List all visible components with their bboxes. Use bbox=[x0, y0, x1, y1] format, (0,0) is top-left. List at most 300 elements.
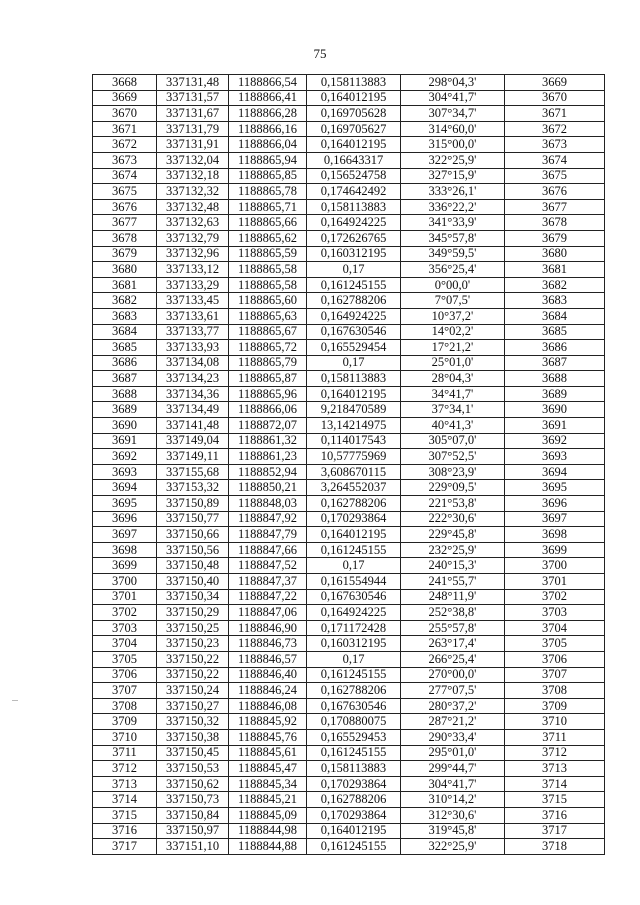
y-coordinate-cell: 1188845,09 bbox=[229, 807, 307, 823]
table-row bbox=[93, 449, 605, 465]
y-coordinate-cell: 1188847,37 bbox=[229, 574, 307, 590]
y-coordinate-cell: 1188865,71 bbox=[229, 199, 307, 215]
x-coordinate-cell: 337150,22 bbox=[157, 651, 229, 667]
y-coordinate-cell: 1188865,62 bbox=[229, 230, 307, 246]
x-coordinate-cell: 337131,48 bbox=[157, 75, 229, 91]
direction-angle-cell: 229°45,8' bbox=[401, 527, 505, 543]
x-coordinate-cell: 337150,38 bbox=[157, 729, 229, 745]
x-coordinate-cell: 337151,10 bbox=[157, 839, 229, 855]
next-point-number-cell: 3679 bbox=[505, 230, 605, 246]
x-coordinate-cell: 337133,61 bbox=[157, 308, 229, 324]
point-number-cell: 3684 bbox=[93, 324, 157, 340]
direction-angle-cell: 341°33,9' bbox=[401, 215, 505, 231]
point-number-cell: 3693 bbox=[93, 464, 157, 480]
distance-cell: 0,156524758 bbox=[307, 168, 401, 184]
y-coordinate-cell: 1188866,41 bbox=[229, 90, 307, 106]
direction-angle-cell: 349°59,5' bbox=[401, 246, 505, 262]
table-row bbox=[93, 620, 605, 636]
table-row bbox=[93, 106, 605, 122]
next-point-number-cell: 3683 bbox=[505, 293, 605, 309]
x-coordinate-cell: 337150,40 bbox=[157, 574, 229, 590]
next-point-number-cell: 3690 bbox=[505, 402, 605, 418]
x-coordinate-cell: 337149,11 bbox=[157, 449, 229, 465]
direction-angle-cell: 298°04,3' bbox=[401, 75, 505, 91]
x-coordinate-cell: 337150,62 bbox=[157, 776, 229, 792]
direction-angle-cell: 7°07,5' bbox=[401, 293, 505, 309]
distance-cell: 0,162788206 bbox=[307, 293, 401, 309]
point-number-cell: 3679 bbox=[93, 246, 157, 262]
next-point-number-cell: 3714 bbox=[505, 776, 605, 792]
point-number-cell: 3705 bbox=[93, 651, 157, 667]
next-point-number-cell: 3672 bbox=[505, 121, 605, 137]
point-number-cell: 3717 bbox=[93, 839, 157, 855]
direction-angle-cell: 280°37,2' bbox=[401, 698, 505, 714]
table-row bbox=[93, 246, 605, 262]
y-coordinate-cell: 1188852,94 bbox=[229, 464, 307, 480]
distance-cell: 0,169705628 bbox=[307, 106, 401, 122]
direction-angle-cell: 14°02,2' bbox=[401, 324, 505, 340]
next-point-number-cell: 3698 bbox=[505, 527, 605, 543]
table-row bbox=[93, 667, 605, 683]
table-row bbox=[93, 714, 605, 730]
table-row bbox=[93, 729, 605, 745]
direction-angle-cell: 356°25,4' bbox=[401, 262, 505, 278]
next-point-number-cell: 3705 bbox=[505, 636, 605, 652]
distance-cell: 0,160312195 bbox=[307, 636, 401, 652]
point-number-cell: 3681 bbox=[93, 277, 157, 293]
direction-angle-cell: 315°00,0' bbox=[401, 137, 505, 153]
direction-angle-cell: 277°07,5' bbox=[401, 683, 505, 699]
table-row bbox=[93, 418, 605, 434]
x-coordinate-cell: 337150,29 bbox=[157, 605, 229, 621]
y-coordinate-cell: 1188845,76 bbox=[229, 729, 307, 745]
coordinates-table bbox=[92, 74, 605, 855]
table-row bbox=[93, 683, 605, 699]
table-row bbox=[93, 355, 605, 371]
distance-cell: 0,167630546 bbox=[307, 324, 401, 340]
table-row bbox=[93, 308, 605, 324]
distance-cell: 0,161245155 bbox=[307, 839, 401, 855]
page-number: 75 bbox=[313, 46, 327, 61]
distance-cell: 0,164012195 bbox=[307, 90, 401, 106]
direction-angle-cell: 34°41,7' bbox=[401, 386, 505, 402]
distance-cell: 0,162788206 bbox=[307, 792, 401, 808]
next-point-number-cell: 3688 bbox=[505, 371, 605, 387]
direction-angle-cell: 307°34,7' bbox=[401, 106, 505, 122]
table-row bbox=[93, 542, 605, 558]
next-point-number-cell: 3678 bbox=[505, 215, 605, 231]
table-row bbox=[93, 168, 605, 184]
distance-cell: 10,57775969 bbox=[307, 449, 401, 465]
point-number-cell: 3669 bbox=[93, 90, 157, 106]
next-point-number-cell: 3701 bbox=[505, 574, 605, 590]
table-row bbox=[93, 402, 605, 418]
table-row bbox=[93, 340, 605, 356]
x-coordinate-cell: 337150,34 bbox=[157, 589, 229, 605]
distance-cell: 0,16643317 bbox=[307, 152, 401, 168]
direction-angle-cell: 308°23,9' bbox=[401, 464, 505, 480]
y-coordinate-cell: 1188846,40 bbox=[229, 667, 307, 683]
table-row bbox=[93, 199, 605, 215]
point-number-cell: 3680 bbox=[93, 262, 157, 278]
next-point-number-cell: 3671 bbox=[505, 106, 605, 122]
table-row bbox=[93, 558, 605, 574]
distance-cell: 0,158113883 bbox=[307, 371, 401, 387]
table-row bbox=[93, 371, 605, 387]
distance-cell: 0,161245155 bbox=[307, 542, 401, 558]
distance-cell: 3,264552037 bbox=[307, 480, 401, 496]
x-coordinate-cell: 337133,12 bbox=[157, 262, 229, 278]
direction-angle-cell: 336°22,2' bbox=[401, 199, 505, 215]
y-coordinate-cell: 1188844,98 bbox=[229, 823, 307, 839]
direction-angle-cell: 312°30,6' bbox=[401, 807, 505, 823]
scan-margin-mark bbox=[12, 700, 18, 702]
table-row bbox=[93, 480, 605, 496]
direction-angle-cell: 229°09,5' bbox=[401, 480, 505, 496]
x-coordinate-cell: 337141,48 bbox=[157, 418, 229, 434]
y-coordinate-cell: 1188865,87 bbox=[229, 371, 307, 387]
coordinates-table-body bbox=[93, 75, 605, 855]
x-coordinate-cell: 337133,45 bbox=[157, 293, 229, 309]
distance-cell: 0,169705627 bbox=[307, 121, 401, 137]
distance-cell: 0,161554944 bbox=[307, 574, 401, 590]
next-point-number-cell: 3699 bbox=[505, 542, 605, 558]
table-row bbox=[93, 75, 605, 91]
table-row bbox=[93, 324, 605, 340]
table-row bbox=[93, 527, 605, 543]
x-coordinate-cell: 337155,68 bbox=[157, 464, 229, 480]
direction-angle-cell: 314°60,0' bbox=[401, 121, 505, 137]
y-coordinate-cell: 1188850,21 bbox=[229, 480, 307, 496]
table-row bbox=[93, 386, 605, 402]
next-point-number-cell: 3694 bbox=[505, 464, 605, 480]
table-row bbox=[93, 277, 605, 293]
next-point-number-cell: 3673 bbox=[505, 137, 605, 153]
point-number-cell: 3706 bbox=[93, 667, 157, 683]
table-row bbox=[93, 839, 605, 855]
y-coordinate-cell: 1188847,22 bbox=[229, 589, 307, 605]
point-number-cell: 3675 bbox=[93, 184, 157, 200]
point-number-cell: 3672 bbox=[93, 137, 157, 153]
x-coordinate-cell: 337132,96 bbox=[157, 246, 229, 262]
x-coordinate-cell: 337133,93 bbox=[157, 340, 229, 356]
next-point-number-cell: 3703 bbox=[505, 605, 605, 621]
next-point-number-cell: 3710 bbox=[505, 714, 605, 730]
y-coordinate-cell: 1188872,07 bbox=[229, 418, 307, 434]
y-coordinate-cell: 1188865,58 bbox=[229, 262, 307, 278]
y-coordinate-cell: 1188845,47 bbox=[229, 761, 307, 777]
next-point-number-cell: 3686 bbox=[505, 340, 605, 356]
table-row bbox=[93, 293, 605, 309]
x-coordinate-cell: 337131,67 bbox=[157, 106, 229, 122]
point-number-cell: 3677 bbox=[93, 215, 157, 231]
next-point-number-cell: 3696 bbox=[505, 496, 605, 512]
y-coordinate-cell: 1188848,03 bbox=[229, 496, 307, 512]
next-point-number-cell: 3682 bbox=[505, 277, 605, 293]
distance-cell: 0,160312195 bbox=[307, 246, 401, 262]
table-row bbox=[93, 184, 605, 200]
point-number-cell: 3692 bbox=[93, 449, 157, 465]
direction-angle-cell: 0°00,0' bbox=[401, 277, 505, 293]
direction-angle-cell: 287°21,2' bbox=[401, 714, 505, 730]
next-point-number-cell: 3709 bbox=[505, 698, 605, 714]
direction-angle-cell: 255°57,8' bbox=[401, 620, 505, 636]
point-number-cell: 3668 bbox=[93, 75, 157, 91]
point-number-cell: 3716 bbox=[93, 823, 157, 839]
next-point-number-cell: 3684 bbox=[505, 308, 605, 324]
direction-angle-cell: 241°55,7' bbox=[401, 574, 505, 590]
y-coordinate-cell: 1188847,52 bbox=[229, 558, 307, 574]
x-coordinate-cell: 337133,77 bbox=[157, 324, 229, 340]
y-coordinate-cell: 1188861,32 bbox=[229, 433, 307, 449]
direction-angle-cell: 240°15,3' bbox=[401, 558, 505, 574]
y-coordinate-cell: 1188866,16 bbox=[229, 121, 307, 137]
table-row bbox=[93, 121, 605, 137]
distance-cell: 0,17 bbox=[307, 558, 401, 574]
x-coordinate-cell: 337150,25 bbox=[157, 620, 229, 636]
distance-cell: 9,218470589 bbox=[307, 402, 401, 418]
y-coordinate-cell: 1188865,94 bbox=[229, 152, 307, 168]
y-coordinate-cell: 1188845,92 bbox=[229, 714, 307, 730]
point-number-cell: 3703 bbox=[93, 620, 157, 636]
y-coordinate-cell: 1188845,34 bbox=[229, 776, 307, 792]
direction-angle-cell: 310°14,2' bbox=[401, 792, 505, 808]
table-row bbox=[93, 230, 605, 246]
direction-angle-cell: 333°26,1' bbox=[401, 184, 505, 200]
direction-angle-cell: 222°30,6' bbox=[401, 511, 505, 527]
table-row bbox=[93, 792, 605, 808]
direction-angle-cell: 25°01,0' bbox=[401, 355, 505, 371]
table-row bbox=[93, 605, 605, 621]
direction-angle-cell: 322°25,9' bbox=[401, 152, 505, 168]
next-point-number-cell: 3670 bbox=[505, 90, 605, 106]
x-coordinate-cell: 337131,57 bbox=[157, 90, 229, 106]
direction-angle-cell: 17°21,2' bbox=[401, 340, 505, 356]
next-point-number-cell: 3695 bbox=[505, 480, 605, 496]
table-row bbox=[93, 433, 605, 449]
direction-angle-cell: 252°38,8' bbox=[401, 605, 505, 621]
next-point-number-cell: 3675 bbox=[505, 168, 605, 184]
table-row bbox=[93, 464, 605, 480]
point-number-cell: 3687 bbox=[93, 371, 157, 387]
x-coordinate-cell: 337149,04 bbox=[157, 433, 229, 449]
x-coordinate-cell: 337134,08 bbox=[157, 355, 229, 371]
x-coordinate-cell: 337132,18 bbox=[157, 168, 229, 184]
direction-angle-cell: 327°15,9' bbox=[401, 168, 505, 184]
direction-angle-cell: 40°41,3' bbox=[401, 418, 505, 434]
point-number-cell: 3698 bbox=[93, 542, 157, 558]
x-coordinate-cell: 337150,24 bbox=[157, 683, 229, 699]
point-number-cell: 3674 bbox=[93, 168, 157, 184]
y-coordinate-cell: 1188865,78 bbox=[229, 184, 307, 200]
point-number-cell: 3713 bbox=[93, 776, 157, 792]
y-coordinate-cell: 1188865,63 bbox=[229, 308, 307, 324]
x-coordinate-cell: 337132,32 bbox=[157, 184, 229, 200]
point-number-cell: 3691 bbox=[93, 433, 157, 449]
distance-cell: 0,164924225 bbox=[307, 308, 401, 324]
direction-angle-cell: 322°25,9' bbox=[401, 839, 505, 855]
table-row bbox=[93, 90, 605, 106]
distance-cell: 0,167630546 bbox=[307, 698, 401, 714]
point-number-cell: 3694 bbox=[93, 480, 157, 496]
table-row bbox=[93, 589, 605, 605]
y-coordinate-cell: 1188865,66 bbox=[229, 215, 307, 231]
direction-angle-cell: 37°34,1' bbox=[401, 402, 505, 418]
next-point-number-cell: 3711 bbox=[505, 729, 605, 745]
point-number-cell: 3715 bbox=[93, 807, 157, 823]
next-point-number-cell: 3693 bbox=[505, 449, 605, 465]
y-coordinate-cell: 1188847,66 bbox=[229, 542, 307, 558]
distance-cell: 0,170293864 bbox=[307, 511, 401, 527]
x-coordinate-cell: 337150,48 bbox=[157, 558, 229, 574]
y-coordinate-cell: 1188861,23 bbox=[229, 449, 307, 465]
distance-cell: 0,164012195 bbox=[307, 527, 401, 543]
point-number-cell: 3702 bbox=[93, 605, 157, 621]
point-number-cell: 3700 bbox=[93, 574, 157, 590]
next-point-number-cell: 3718 bbox=[505, 839, 605, 855]
table-row bbox=[93, 137, 605, 153]
point-number-cell: 3714 bbox=[93, 792, 157, 808]
point-number-cell: 3707 bbox=[93, 683, 157, 699]
direction-angle-cell: 307°52,5' bbox=[401, 449, 505, 465]
x-coordinate-cell: 337132,48 bbox=[157, 199, 229, 215]
distance-cell: 0,158113883 bbox=[307, 75, 401, 91]
y-coordinate-cell: 1188865,59 bbox=[229, 246, 307, 262]
next-point-number-cell: 3712 bbox=[505, 745, 605, 761]
point-number-cell: 3697 bbox=[93, 527, 157, 543]
direction-angle-cell: 319°45,8' bbox=[401, 823, 505, 839]
y-coordinate-cell: 1188846,08 bbox=[229, 698, 307, 714]
table-row bbox=[93, 215, 605, 231]
point-number-cell: 3690 bbox=[93, 418, 157, 434]
point-number-cell: 3673 bbox=[93, 152, 157, 168]
next-point-number-cell: 3716 bbox=[505, 807, 605, 823]
x-coordinate-cell: 337134,49 bbox=[157, 402, 229, 418]
table-row bbox=[93, 807, 605, 823]
x-coordinate-cell: 337150,53 bbox=[157, 761, 229, 777]
y-coordinate-cell: 1188866,54 bbox=[229, 75, 307, 91]
x-coordinate-cell: 337150,32 bbox=[157, 714, 229, 730]
x-coordinate-cell: 337150,97 bbox=[157, 823, 229, 839]
point-number-cell: 3712 bbox=[93, 761, 157, 777]
direction-angle-cell: 305°07,0' bbox=[401, 433, 505, 449]
direction-angle-cell: 295°01,0' bbox=[401, 745, 505, 761]
distance-cell: 0,164924225 bbox=[307, 215, 401, 231]
x-coordinate-cell: 337150,45 bbox=[157, 745, 229, 761]
point-number-cell: 3699 bbox=[93, 558, 157, 574]
next-point-number-cell: 3681 bbox=[505, 262, 605, 278]
table-row bbox=[93, 698, 605, 714]
next-point-number-cell: 3715 bbox=[505, 792, 605, 808]
distance-cell: 0,162788206 bbox=[307, 683, 401, 699]
next-point-number-cell: 3700 bbox=[505, 558, 605, 574]
distance-cell: 0,164012195 bbox=[307, 137, 401, 153]
direction-angle-cell: 248°11,9' bbox=[401, 589, 505, 605]
x-coordinate-cell: 337133,29 bbox=[157, 277, 229, 293]
point-number-cell: 3682 bbox=[93, 293, 157, 309]
point-number-cell: 3709 bbox=[93, 714, 157, 730]
x-coordinate-cell: 337150,77 bbox=[157, 511, 229, 527]
next-point-number-cell: 3676 bbox=[505, 184, 605, 200]
distance-cell: 0,164924225 bbox=[307, 605, 401, 621]
y-coordinate-cell: 1188865,58 bbox=[229, 277, 307, 293]
next-point-number-cell: 3669 bbox=[505, 75, 605, 91]
distance-cell: 0,171172428 bbox=[307, 620, 401, 636]
distance-cell: 0,167630546 bbox=[307, 589, 401, 605]
point-number-cell: 3685 bbox=[93, 340, 157, 356]
y-coordinate-cell: 1188846,57 bbox=[229, 651, 307, 667]
next-point-number-cell: 3704 bbox=[505, 620, 605, 636]
point-number-cell: 3701 bbox=[93, 589, 157, 605]
x-coordinate-cell: 337131,91 bbox=[157, 137, 229, 153]
table-row bbox=[93, 574, 605, 590]
direction-angle-cell: 266°25,4' bbox=[401, 651, 505, 667]
x-coordinate-cell: 337131,79 bbox=[157, 121, 229, 137]
distance-cell: 0,170293864 bbox=[307, 776, 401, 792]
next-point-number-cell: 3691 bbox=[505, 418, 605, 434]
point-number-cell: 3710 bbox=[93, 729, 157, 745]
table-row bbox=[93, 262, 605, 278]
distance-cell: 0,170880075 bbox=[307, 714, 401, 730]
y-coordinate-cell: 1188845,61 bbox=[229, 745, 307, 761]
point-number-cell: 3683 bbox=[93, 308, 157, 324]
direction-angle-cell: 299°44,7' bbox=[401, 761, 505, 777]
next-point-number-cell: 3677 bbox=[505, 199, 605, 215]
point-number-cell: 3676 bbox=[93, 199, 157, 215]
table-row bbox=[93, 761, 605, 777]
point-number-cell: 3695 bbox=[93, 496, 157, 512]
distance-cell: 0,170293864 bbox=[307, 807, 401, 823]
distance-cell: 0,164012195 bbox=[307, 386, 401, 402]
y-coordinate-cell: 1188846,73 bbox=[229, 636, 307, 652]
point-number-cell: 3686 bbox=[93, 355, 157, 371]
distance-cell: 0,162788206 bbox=[307, 496, 401, 512]
x-coordinate-cell: 337134,23 bbox=[157, 371, 229, 387]
distance-cell: 13,14214975 bbox=[307, 418, 401, 434]
x-coordinate-cell: 337150,56 bbox=[157, 542, 229, 558]
x-coordinate-cell: 337150,22 bbox=[157, 667, 229, 683]
distance-cell: 0,114017543 bbox=[307, 433, 401, 449]
y-coordinate-cell: 1188865,79 bbox=[229, 355, 307, 371]
distance-cell: 0,161245155 bbox=[307, 745, 401, 761]
point-number-cell: 3708 bbox=[93, 698, 157, 714]
y-coordinate-cell: 1188845,21 bbox=[229, 792, 307, 808]
distance-cell: 0,17 bbox=[307, 262, 401, 278]
distance-cell: 0,161245155 bbox=[307, 277, 401, 293]
y-coordinate-cell: 1188847,06 bbox=[229, 605, 307, 621]
direction-angle-cell: 10°37,2' bbox=[401, 308, 505, 324]
point-number-cell: 3696 bbox=[93, 511, 157, 527]
next-point-number-cell: 3689 bbox=[505, 386, 605, 402]
next-point-number-cell: 3708 bbox=[505, 683, 605, 699]
direction-angle-cell: 232°25,9' bbox=[401, 542, 505, 558]
x-coordinate-cell: 337132,79 bbox=[157, 230, 229, 246]
distance-cell: 0,165529454 bbox=[307, 340, 401, 356]
y-coordinate-cell: 1188866,28 bbox=[229, 106, 307, 122]
table-row bbox=[93, 152, 605, 168]
next-point-number-cell: 3697 bbox=[505, 511, 605, 527]
x-coordinate-cell: 337132,04 bbox=[157, 152, 229, 168]
x-coordinate-cell: 337150,89 bbox=[157, 496, 229, 512]
point-number-cell: 3711 bbox=[93, 745, 157, 761]
table-row bbox=[93, 651, 605, 667]
direction-angle-cell: 270°00,0' bbox=[401, 667, 505, 683]
table-row bbox=[93, 745, 605, 761]
direction-angle-cell: 304°41,7' bbox=[401, 90, 505, 106]
x-coordinate-cell: 337153,32 bbox=[157, 480, 229, 496]
y-coordinate-cell: 1188846,24 bbox=[229, 683, 307, 699]
distance-cell: 0,17 bbox=[307, 355, 401, 371]
